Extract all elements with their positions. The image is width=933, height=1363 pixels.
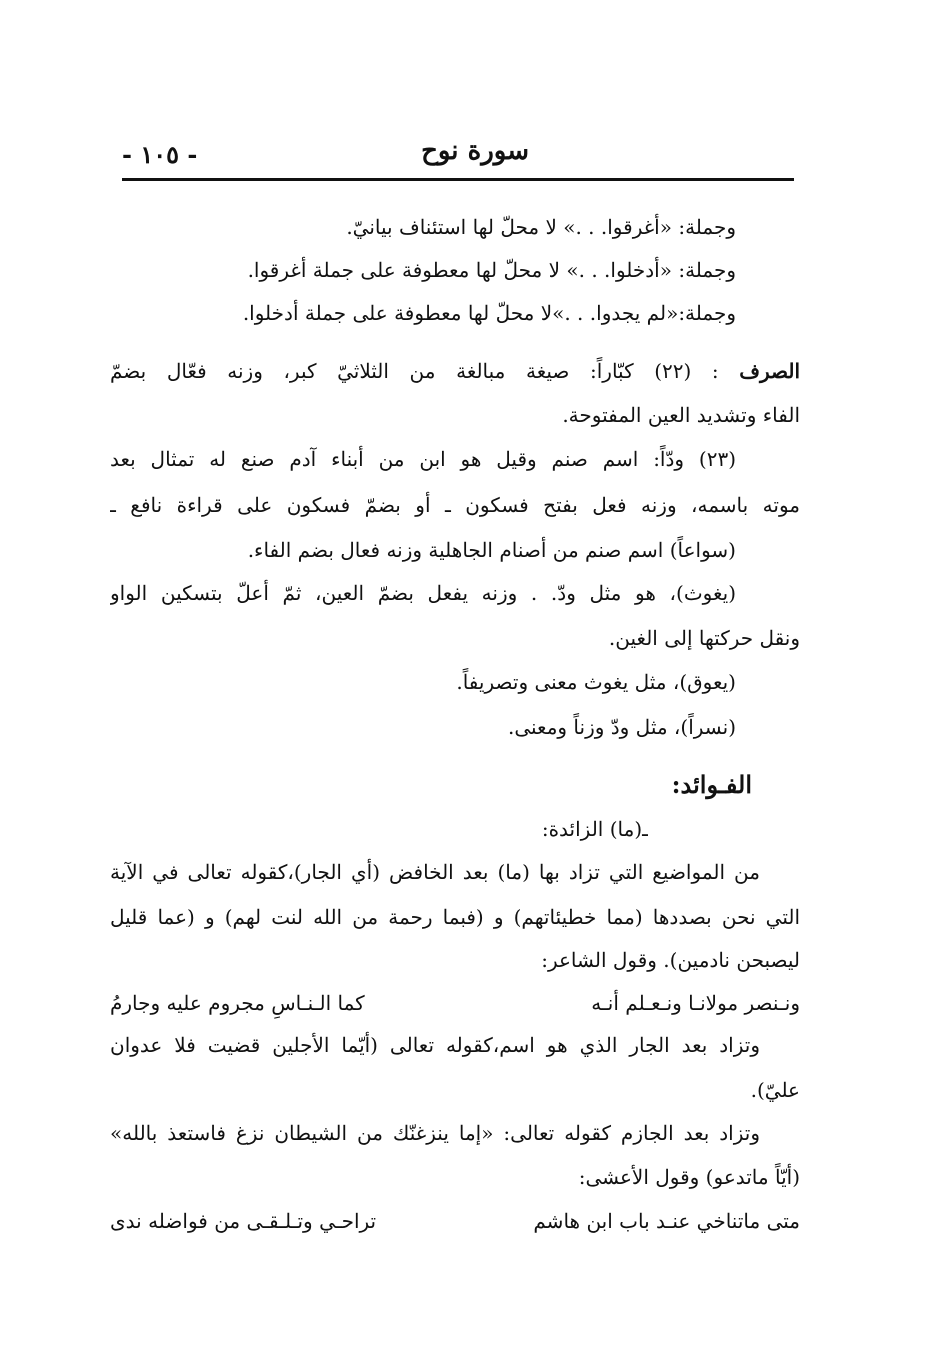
verse-first-hemistich: ونـنصر مولانـا ونـعـلم أنـه (591, 991, 800, 1015)
text-line: الفاء وتشديد العين المفتوحة. (562, 403, 800, 427)
verse-second-hemistich: تراحـي وتـلـقـى من فواضله ندى (110, 1209, 377, 1233)
text-line: التي نحن بصددها (مما خطيئاتهم) و (فبما رحمة من الله لنت لهم) و (عما قليل (110, 905, 800, 929)
text-line: وجملة: «أدخلوا. . .» لا محلّ لها معطوفة على جملة أغرقوا. (247, 258, 736, 282)
text-line: (يغوث)، هو مثل ودّ. . وزنه يفعل بضمّ العين، ثمّ أعلّ بتسكين الواو (110, 581, 736, 605)
text-line: عليّ). (750, 1078, 800, 1102)
text-line: وتزاد بعد الجار الذي هو اسم،كقوله تعالى (أيّما الأجلين قضيت فلا عدوان (110, 1033, 760, 1057)
subheading: ـ(ما) الزائدة: (541, 817, 648, 841)
text-line: وجملة:«لم يجدوا. . .»لا محلّ لها معطوفة على جملة أدخلوا. (242, 301, 736, 325)
sarf-text: صيغة مبالغة من الثلاثيّ كبر، وزنه فعّال بضمّ (110, 359, 570, 383)
text-line: (أيّاً ماتدعو) وقول الأعشى: (578, 1165, 800, 1189)
page-number: - ١٠٥ - (122, 140, 198, 169)
text-line: ونقل حركتها إلى الغين. (608, 626, 800, 650)
sarf-line (110, 356, 800, 386)
text-line: موته باسمه، وزنه فعل بفتح فسكون ـ أو بضمّ فسكون على قراءة نافع ـ (110, 493, 800, 517)
page-body (110, 0, 800, 1363)
verse-second-hemistich: كما الـنـاسِ مجروم عليه وجارمُ (110, 991, 365, 1015)
text-line: ليصبحن نادمين). وقول الشاعر: (541, 948, 800, 972)
sarf-label: الصرف (739, 359, 800, 383)
text-line: (نسراً)، مثل ودّ وزناً ومعنى. (507, 715, 736, 739)
text-line: وجملة: «أغرقوا. . .» لا محلّ لها استئناف بيانيّ. (346, 215, 736, 239)
text-line: (٢٣) ودّاً: اسم صنم وقيل هو ابن من أبناء آدم صنع له تمثال بعد (110, 447, 736, 471)
text-line: وتزاد بعد الجازم كقوله تعالى: «إما ينزغنّك من الشيطان نزغ فاستعذ بالله» (110, 1121, 760, 1145)
text-line: (سواعاً) اسم صنم من أصنام الجاهلية وزنه فعال بضم الفاء. (247, 538, 736, 562)
text-line: (يعوق)، مثل يغوث معنى وتصريفاً. (456, 670, 736, 694)
fawaid-heading: الفـوائد: (671, 770, 752, 799)
verse-first-hemistich: متى ماتناخي عنـد باب ابن هاشم (533, 1209, 800, 1233)
text-line: من المواضيع التي تزاد بها (ما) بعد الخافض (أي الجار)،كقوله تعالى في الآية (110, 860, 760, 884)
sarf-lead: : (٢٢) كبّاراً: (590, 359, 719, 383)
surah-title: سورة نوح (421, 136, 529, 166)
